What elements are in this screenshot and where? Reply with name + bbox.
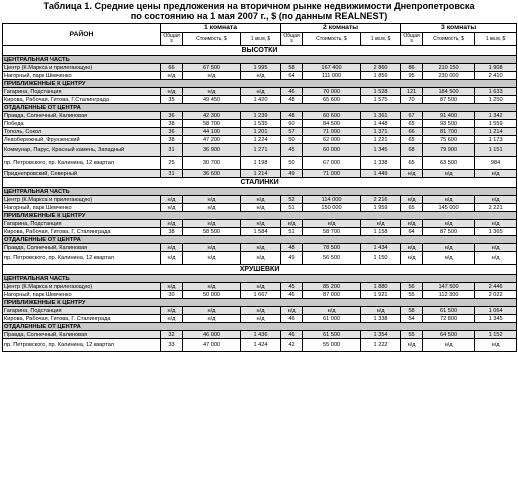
- value-cell: 1 064: [475, 307, 517, 315]
- value-cell: 67: [401, 112, 423, 120]
- value-cell: 61 000: [303, 315, 361, 323]
- value-cell: 61 500: [423, 307, 475, 315]
- value-cell: н/д: [241, 315, 281, 323]
- district-cell: Центр (К.Маркса и прилегающую): [3, 196, 161, 204]
- value-cell: 1 250: [475, 96, 517, 104]
- value-cell: 61 500: [303, 331, 361, 339]
- value-cell: 84 500: [303, 120, 361, 128]
- table-row: [3, 204, 517, 212]
- table-row: [3, 307, 517, 315]
- table-row: [3, 220, 517, 228]
- value-cell: 87 500: [423, 228, 475, 236]
- value-cell: 1 535: [241, 120, 281, 128]
- value-cell: н/д: [183, 283, 241, 291]
- value-cell: н/д: [183, 307, 241, 315]
- district-cell: Левобережный, Фрунзенский: [3, 136, 161, 144]
- value-cell: н/д: [241, 283, 281, 291]
- value-cell: 44 100: [183, 128, 241, 136]
- value-cell: н/д: [183, 220, 241, 228]
- group-row: [3, 80, 517, 88]
- value-cell: 49: [281, 252, 303, 265]
- value-cell: 1 880: [361, 283, 401, 291]
- value-cell: н/д: [183, 244, 241, 252]
- value-cell: 1 361: [361, 112, 401, 120]
- district-cell: Кирова, Рабочая, Гитова, Г. Сталинграда: [3, 228, 161, 236]
- value-cell: 1 354: [361, 331, 401, 339]
- value-cell: 85 200: [303, 283, 361, 291]
- value-cell: 95: [401, 72, 423, 80]
- header-sub-area: Общая s: [281, 33, 303, 46]
- value-cell: 48: [281, 112, 303, 120]
- group-row: [3, 104, 517, 112]
- value-cell: н/д: [423, 339, 475, 352]
- group-title: ОТДАЛЕННЫЕ ОТ ЦЕНТРА: [3, 236, 517, 244]
- value-cell: 1 908: [475, 64, 517, 72]
- value-cell: 984: [475, 157, 517, 170]
- value-cell: 86: [401, 64, 423, 72]
- header-sub-price: Стоимость, $: [303, 33, 361, 46]
- table-row: [3, 128, 517, 136]
- header-room-1: 1 комната: [161, 24, 281, 33]
- value-cell: 42: [281, 339, 303, 352]
- value-cell: 68: [401, 144, 423, 157]
- value-cell: 47 200: [183, 136, 241, 144]
- value-cell: 210 150: [423, 64, 475, 72]
- value-cell: 1 365: [475, 228, 517, 236]
- value-cell: 91 400: [423, 112, 475, 120]
- value-cell: н/д: [183, 72, 241, 80]
- value-cell: 1 222: [361, 339, 401, 352]
- value-cell: 1 449: [361, 170, 401, 178]
- value-cell: 49: [281, 170, 303, 178]
- group-title: ПРИБЛИЖЕННЫЕ К ЦЕНТРУ: [3, 80, 517, 88]
- value-cell: 31: [161, 144, 183, 157]
- district-cell: Кирова, Рабочая, Гитова, Г.Сталинграда: [3, 96, 161, 104]
- value-cell: 70 000: [303, 88, 361, 96]
- section-row: [3, 46, 517, 56]
- value-cell: н/д: [401, 252, 423, 265]
- value-cell: н/д: [161, 196, 183, 204]
- header-sub-price: Стоимость, $: [423, 33, 475, 46]
- header-sub-sqm: 1 кв.м, $: [361, 33, 401, 46]
- value-cell: 1 559: [475, 120, 517, 128]
- district-cell: Коммунар, Парус, Красный камень, Западный: [3, 144, 161, 157]
- value-cell: 1 201: [241, 128, 281, 136]
- value-cell: н/д: [241, 196, 281, 204]
- value-cell: 1 667: [241, 291, 281, 299]
- header-row-rooms: [3, 24, 517, 33]
- value-cell: 54: [401, 315, 423, 323]
- district-cell: Тополь, Сокол: [3, 128, 161, 136]
- value-cell: 145 000: [423, 204, 475, 212]
- table-row: [3, 331, 517, 339]
- value-cell: н/д: [161, 307, 183, 315]
- value-cell: 2 221: [475, 204, 517, 212]
- district-cell: Правда, Солнечный, Калиновая: [3, 112, 161, 120]
- value-cell: 2 410: [475, 72, 517, 80]
- value-cell: 66: [161, 64, 183, 72]
- value-cell: н/д: [475, 220, 517, 228]
- value-cell: н/д: [161, 252, 183, 265]
- group-row: [3, 236, 517, 244]
- value-cell: н/д: [161, 315, 183, 323]
- district-cell: Гагарина, Подстанция: [3, 307, 161, 315]
- value-cell: н/д: [161, 283, 183, 291]
- group-row: [3, 323, 517, 331]
- value-cell: 55: [401, 291, 423, 299]
- value-cell: 184 500: [423, 88, 475, 96]
- title-line-2: по состоянию на 1 мая 2007 г., $ (по данным REALNEST): [130, 11, 388, 21]
- district-cell: Правда, Солнечный, Калиновая: [3, 331, 161, 339]
- value-cell: 87 000: [303, 291, 361, 299]
- value-cell: 230 000: [423, 72, 475, 80]
- value-cell: 1 436: [241, 331, 281, 339]
- value-cell: н/д: [281, 307, 303, 315]
- value-cell: 1 150: [361, 252, 401, 265]
- table-row: [3, 120, 517, 128]
- value-cell: н/д: [475, 244, 517, 252]
- value-cell: н/д: [401, 170, 423, 178]
- value-cell: 79 900: [423, 144, 475, 157]
- value-cell: н/д: [183, 196, 241, 204]
- value-cell: 1 214: [241, 170, 281, 178]
- value-cell: 65: [401, 204, 423, 212]
- value-cell: 38: [161, 136, 183, 144]
- value-cell: 36: [161, 128, 183, 136]
- value-cell: 1 224: [241, 136, 281, 144]
- value-cell: 1 342: [475, 112, 517, 120]
- value-cell: 1 239: [241, 112, 281, 120]
- value-cell: н/д: [183, 204, 241, 212]
- group-row: [3, 275, 517, 283]
- value-cell: 114 000: [303, 196, 361, 204]
- group-title: ОТДАЛЕННЫЕ ОТ ЦЕНТРА: [3, 323, 517, 331]
- value-cell: 1 959: [361, 204, 401, 212]
- value-cell: н/д: [361, 307, 401, 315]
- value-cell: 147 500: [423, 283, 475, 291]
- value-cell: н/д: [475, 339, 517, 352]
- table-row: [3, 196, 517, 204]
- value-cell: 63 500: [423, 157, 475, 170]
- value-cell: 64 500: [423, 331, 475, 339]
- group-title: ЦЕНТРАЛЬНАЯ ЧАСТЬ: [3, 188, 517, 196]
- table-row: [3, 170, 517, 178]
- value-cell: н/д: [303, 307, 361, 315]
- section-title: СТАЛИНКИ: [3, 178, 517, 188]
- value-cell: 1 995: [241, 64, 281, 72]
- table-row: [3, 283, 517, 291]
- value-cell: н/д: [183, 315, 241, 323]
- value-cell: 1 338: [361, 157, 401, 170]
- group-title: ЦЕНТРАЛЬНАЯ ЧАСТЬ: [3, 56, 517, 64]
- value-cell: 50 000: [183, 291, 241, 299]
- value-cell: 1 371: [361, 128, 401, 136]
- table-row: [3, 315, 517, 323]
- value-cell: 72 800: [423, 315, 475, 323]
- value-cell: 32: [161, 331, 183, 339]
- value-cell: 1 859: [361, 72, 401, 80]
- value-cell: 60 000: [303, 144, 361, 157]
- value-cell: 30 700: [183, 157, 241, 170]
- value-cell: 60: [281, 120, 303, 128]
- value-cell: н/д: [183, 252, 241, 265]
- value-cell: н/д: [401, 244, 423, 252]
- value-cell: 46: [281, 315, 303, 323]
- value-cell: 48: [281, 244, 303, 252]
- value-cell: 67 000: [303, 157, 361, 170]
- value-cell: 38: [161, 228, 183, 236]
- value-cell: 46: [281, 331, 303, 339]
- value-cell: н/д: [161, 72, 183, 80]
- value-cell: 167 400: [303, 64, 361, 72]
- value-cell: 50: [281, 136, 303, 144]
- value-cell: 1 158: [361, 228, 401, 236]
- value-cell: н/д: [241, 252, 281, 265]
- value-cell: 1 221: [361, 136, 401, 144]
- value-cell: 64: [401, 228, 423, 236]
- value-cell: 1 198: [241, 157, 281, 170]
- district-cell: Нагорный, парк Шевченко: [3, 291, 161, 299]
- value-cell: 65 600: [303, 96, 361, 104]
- value-cell: 31: [161, 170, 183, 178]
- header-sub-area: Общая s: [161, 33, 183, 46]
- value-cell: 64: [281, 72, 303, 80]
- value-cell: 48: [281, 96, 303, 104]
- price-table: [2, 23, 517, 352]
- district-cell: Победа: [3, 120, 161, 128]
- value-cell: н/д: [241, 72, 281, 80]
- value-cell: 42 300: [183, 112, 241, 120]
- district-cell: Гагарина, Подстанция: [3, 88, 161, 96]
- value-cell: 38: [161, 120, 183, 128]
- table-row: [3, 96, 517, 104]
- value-cell: 150 000: [303, 204, 361, 212]
- section-row: [3, 265, 517, 275]
- value-cell: н/д: [475, 196, 517, 204]
- district-cell: пр. Петровского, пр. Калинина, 12 квартал: [3, 252, 161, 265]
- header-room-2: 2 комнаты: [281, 24, 401, 33]
- value-cell: 46: [281, 88, 303, 96]
- value-cell: 65: [401, 120, 423, 128]
- value-cell: н/д: [423, 252, 475, 265]
- value-cell: 78 500: [303, 244, 361, 252]
- value-cell: н/д: [361, 220, 401, 228]
- value-cell: 35: [161, 96, 183, 104]
- value-cell: 46 000: [183, 331, 241, 339]
- value-cell: 1 420: [241, 96, 281, 104]
- table-row: [3, 64, 517, 72]
- section-title: ВЫСОТКИ: [3, 46, 517, 56]
- district-cell: Правда, Солнечный, Калиновая: [3, 244, 161, 252]
- value-cell: н/д: [423, 196, 475, 204]
- table-row: [3, 88, 517, 96]
- value-cell: н/д: [241, 88, 281, 96]
- table-row: [3, 144, 517, 157]
- value-cell: н/д: [161, 220, 183, 228]
- value-cell: 45: [281, 144, 303, 157]
- value-cell: 1 424: [241, 339, 281, 352]
- value-cell: н/д: [423, 244, 475, 252]
- value-cell: 36: [161, 112, 183, 120]
- title-line-1: Таблица 1. Средние цены предложения на вторичном рынке недвижимости Днепропетровска: [43, 1, 475, 11]
- value-cell: 1 633: [475, 88, 517, 96]
- value-cell: 1 151: [475, 144, 517, 157]
- value-cell: 1 528: [361, 88, 401, 96]
- value-cell: 87 500: [423, 96, 475, 104]
- value-cell: 58: [401, 307, 423, 315]
- value-cell: 66: [401, 128, 423, 136]
- district-cell: Центр (К.Маркса и прилегающую): [3, 283, 161, 291]
- value-cell: 65: [401, 157, 423, 170]
- value-cell: 112 300: [423, 291, 475, 299]
- value-cell: 93 500: [423, 120, 475, 128]
- value-cell: н/д: [241, 204, 281, 212]
- value-cell: 1 434: [361, 244, 401, 252]
- table-row: [3, 112, 517, 120]
- value-cell: 1 345: [475, 315, 517, 323]
- district-cell: Нагорный, парк Шевченко: [3, 72, 161, 80]
- value-cell: 71 000: [303, 128, 361, 136]
- value-cell: 58 700: [303, 228, 361, 236]
- value-cell: н/д: [475, 252, 517, 265]
- value-cell: 56: [401, 283, 423, 291]
- value-cell: 33: [161, 339, 183, 352]
- table-row: [3, 228, 517, 236]
- value-cell: н/д: [241, 307, 281, 315]
- value-cell: 47 000: [183, 339, 241, 352]
- value-cell: 121: [401, 88, 423, 96]
- value-cell: 1 214: [475, 128, 517, 136]
- district-cell: Приднепровский, Северный: [3, 170, 161, 178]
- value-cell: н/д: [241, 220, 281, 228]
- value-cell: 65: [401, 136, 423, 144]
- table-row: [3, 136, 517, 144]
- section-title: ХРУШЕВКИ: [3, 265, 517, 275]
- value-cell: н/д: [303, 220, 361, 228]
- district-cell: пр. Петровского, пр. Калинина, 12 квартал: [3, 339, 161, 352]
- value-cell: 1 921: [361, 291, 401, 299]
- table-title: [0, 0, 518, 23]
- value-cell: 55 000: [303, 339, 361, 352]
- value-cell: 2 446: [475, 283, 517, 291]
- value-cell: 51: [281, 204, 303, 212]
- value-cell: 2 216: [361, 196, 401, 204]
- header-sub-sqm: 1 кв.м, $: [241, 33, 281, 46]
- section-row: [3, 178, 517, 188]
- value-cell: 50: [281, 157, 303, 170]
- value-cell: 45: [281, 283, 303, 291]
- group-title: ПРИБЛИЖЕННЫЕ К ЦЕНТРУ: [3, 212, 517, 220]
- value-cell: 1 152: [475, 331, 517, 339]
- value-cell: 71 000: [303, 170, 361, 178]
- value-cell: 58: [281, 64, 303, 72]
- value-cell: 62 000: [303, 136, 361, 144]
- group-row: [3, 212, 517, 220]
- value-cell: 81 700: [423, 128, 475, 136]
- table-row: [3, 244, 517, 252]
- value-cell: 1 271: [241, 144, 281, 157]
- value-cell: н/д: [161, 88, 183, 96]
- value-cell: 58 700: [183, 120, 241, 128]
- value-cell: 25: [161, 157, 183, 170]
- value-cell: 56 500: [303, 252, 361, 265]
- value-cell: 49 450: [183, 96, 241, 104]
- value-cell: 75 600: [423, 136, 475, 144]
- value-cell: 70: [401, 96, 423, 104]
- header-sub-sqm: 1 кв.м, $: [475, 33, 517, 46]
- header-sub-area: Общая s: [401, 33, 423, 46]
- value-cell: 1 345: [361, 144, 401, 157]
- value-cell: 57: [281, 128, 303, 136]
- group-row: [3, 299, 517, 307]
- district-cell: Центр (К.Маркса и прилегающую): [3, 64, 161, 72]
- value-cell: 1 584: [241, 228, 281, 236]
- value-cell: 58 500: [183, 228, 241, 236]
- value-cell: 60 600: [303, 112, 361, 120]
- table-row: [3, 72, 517, 80]
- value-cell: 51: [281, 228, 303, 236]
- value-cell: н/д: [281, 220, 303, 228]
- value-cell: 1 173: [475, 136, 517, 144]
- district-cell: пр. Петровского, пр. Калинина, 12 квартал: [3, 157, 161, 170]
- district-cell: Гагарина, Подстанция: [3, 220, 161, 228]
- value-cell: 111 000: [303, 72, 361, 80]
- value-cell: н/д: [183, 88, 241, 96]
- table-row: [3, 291, 517, 299]
- value-cell: н/д: [401, 196, 423, 204]
- value-cell: н/д: [241, 244, 281, 252]
- value-cell: 30: [161, 291, 183, 299]
- value-cell: 2 022: [475, 291, 517, 299]
- header-rayon: РАЙОН: [3, 24, 161, 46]
- value-cell: 55: [401, 331, 423, 339]
- district-cell: Кирова, Рабочая, Гитова, Г. Сталинграда: [3, 315, 161, 323]
- value-cell: 46: [281, 291, 303, 299]
- group-row: [3, 188, 517, 196]
- header-sub-price: Стоимость, $: [183, 33, 241, 46]
- value-cell: н/д: [161, 244, 183, 252]
- value-cell: 1 448: [361, 120, 401, 128]
- table-row: [3, 157, 517, 170]
- value-cell: н/д: [423, 170, 475, 178]
- value-cell: 36 600: [183, 170, 241, 178]
- group-title: ПРИБЛИЖЕННЫЕ К ЦЕНТРУ: [3, 299, 517, 307]
- district-cell: Нагорный, парк Шевченко: [3, 204, 161, 212]
- value-cell: н/д: [161, 204, 183, 212]
- table-row: [3, 252, 517, 265]
- group-row: [3, 56, 517, 64]
- value-cell: 67 500: [183, 64, 241, 72]
- value-cell: н/д: [423, 220, 475, 228]
- value-cell: 2 860: [361, 64, 401, 72]
- header-room-3: 3 комнаты: [401, 24, 517, 33]
- value-cell: н/д: [401, 339, 423, 352]
- value-cell: 1 575: [361, 96, 401, 104]
- value-cell: н/д: [401, 220, 423, 228]
- value-cell: 1 338: [361, 315, 401, 323]
- group-title: ЦЕНТРАЛЬНАЯ ЧАСТЬ: [3, 275, 517, 283]
- value-cell: 52: [281, 196, 303, 204]
- group-title: ОТДАЛЕННЫЕ ОТ ЦЕНТРА: [3, 104, 517, 112]
- value-cell: 36 900: [183, 144, 241, 157]
- table-row: [3, 339, 517, 352]
- value-cell: н/д: [475, 170, 517, 178]
